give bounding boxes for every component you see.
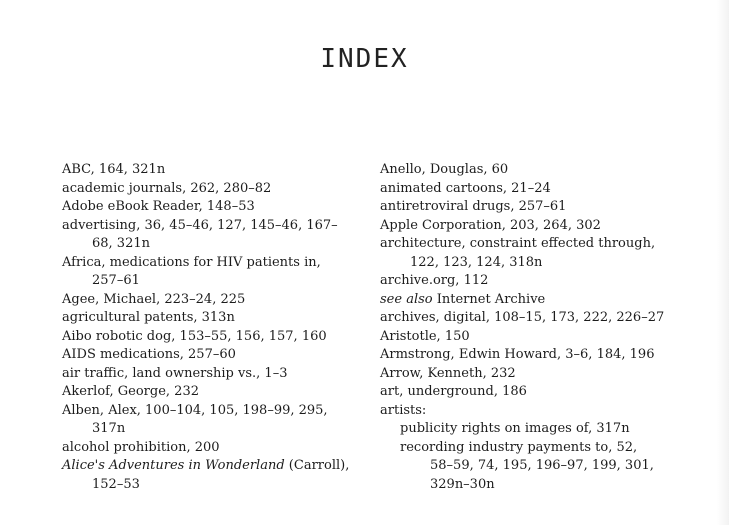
page-title: INDEX — [320, 44, 409, 74]
index-entry — [380, 180, 680, 199]
index-entry-text: art, underground, 186 — [380, 384, 527, 399]
index-entry-continuation: 329n–30n — [430, 476, 495, 492]
index-entry — [380, 328, 680, 347]
index-entry — [380, 161, 680, 180]
index-entry-text: architecture, constraint effected through, — [380, 236, 656, 251]
index-entry — [62, 291, 362, 310]
index-entry-text: archives, digital, 108–15, 173, 222, 226–27 — [380, 310, 665, 325]
index-entry-text: alcohol prohibition, 200 — [62, 439, 220, 455]
index-entry-text: Apple Corporation, 203, 264, 302 — [380, 217, 601, 233]
index-entry — [62, 198, 362, 217]
index-entry-text: academic journals, 262, 280–82 — [62, 180, 272, 196]
index-entry-continuation: 58–59, 74, 195, 196–97, 199, 301, — [430, 458, 654, 473]
index-entry-text: AIDS medications, 257–60 — [62, 347, 236, 362]
index-entry — [380, 346, 680, 365]
index-entry-text: advertising, 36, 45–46, 127, 145–46, 167– — [62, 217, 338, 233]
index-entry — [380, 365, 680, 384]
index-entry-text: publicity rights on images of, 317n — [400, 421, 630, 436]
index-entry — [380, 235, 680, 272]
page-edge-shadow — [717, 0, 729, 525]
index-entry — [62, 346, 362, 365]
index-entry-text: Arrow, Kenneth, 232 — [380, 365, 516, 381]
index-entry — [62, 217, 362, 254]
see-also-label: see also — [380, 291, 433, 307]
index-entry — [62, 161, 362, 180]
index-entry — [380, 291, 680, 310]
index-entry-text: Africa, medications for HIV patients in, — [62, 254, 321, 270]
index-entry-text: animated cartoons, 21–24 — [380, 180, 551, 196]
index-subentry — [380, 420, 680, 439]
index-entry-text: Akerlof, George, 232 — [62, 384, 199, 399]
index-entry — [380, 198, 680, 217]
index-entry — [380, 272, 680, 291]
index-column-right — [380, 161, 680, 494]
index-entry — [62, 439, 362, 458]
index-entry-text: Adobe eBook Reader, 148–53 — [62, 199, 255, 214]
index-entry — [62, 254, 362, 291]
index-entry-text: Aristotle, 150 — [380, 328, 470, 344]
index-entry-text: air traffic, land ownership vs., 1–3 — [62, 365, 288, 381]
index-entry-text: (Carroll), — [284, 458, 350, 473]
index-entry-text: antiretroviral drugs, 257–61 — [380, 199, 567, 214]
index-entry-text: Agee, Michael, 223–24, 225 — [62, 291, 246, 307]
index-entry — [62, 457, 362, 494]
index-entry — [62, 402, 362, 439]
index-entry-text: Alben, Alex, 100–104, 105, 198–99, 295, — [62, 402, 328, 418]
index-entry — [62, 328, 362, 347]
index-entry — [380, 217, 680, 236]
index-entry-text: artists: — [380, 402, 427, 418]
index-entry-text: ABC, 164, 321n — [62, 162, 166, 177]
index-entry-continuation: 68, 321n — [92, 236, 150, 251]
index-entry — [380, 402, 680, 421]
index-entry-text: recording industry payments to, 52, — [400, 439, 638, 455]
index-entry-continuation: 122, 123, 124, 318n — [410, 254, 543, 270]
index-entry — [62, 365, 362, 384]
index-entry-text: Armstrong, Edwin Howard, 3–6, 184, 196 — [380, 347, 655, 362]
index-entry-continuation: 257–61 — [92, 273, 140, 288]
index-entry — [62, 383, 362, 402]
index-entry-text: agricultural patents, 313n — [62, 310, 235, 325]
index-entry-text: Internet Archive — [432, 291, 546, 307]
index-subentry — [380, 439, 680, 495]
index-entry-text: archive.org, 112 — [380, 273, 489, 288]
index-entry — [62, 309, 362, 328]
italic-title: Alice's Adventures in Wonderland — [62, 458, 285, 473]
index-entry-continuation: 317n — [92, 421, 126, 436]
index-entry — [380, 309, 680, 328]
index-entry — [380, 383, 680, 402]
index-column-left — [62, 161, 362, 494]
index-entry — [62, 180, 362, 199]
index-entry-continuation: 152–53 — [92, 476, 140, 492]
index-entry-text: Aibo robotic dog, 153–55, 156, 157, 160 — [62, 328, 327, 344]
index-entry-text: Anello, Douglas, 60 — [380, 162, 509, 177]
